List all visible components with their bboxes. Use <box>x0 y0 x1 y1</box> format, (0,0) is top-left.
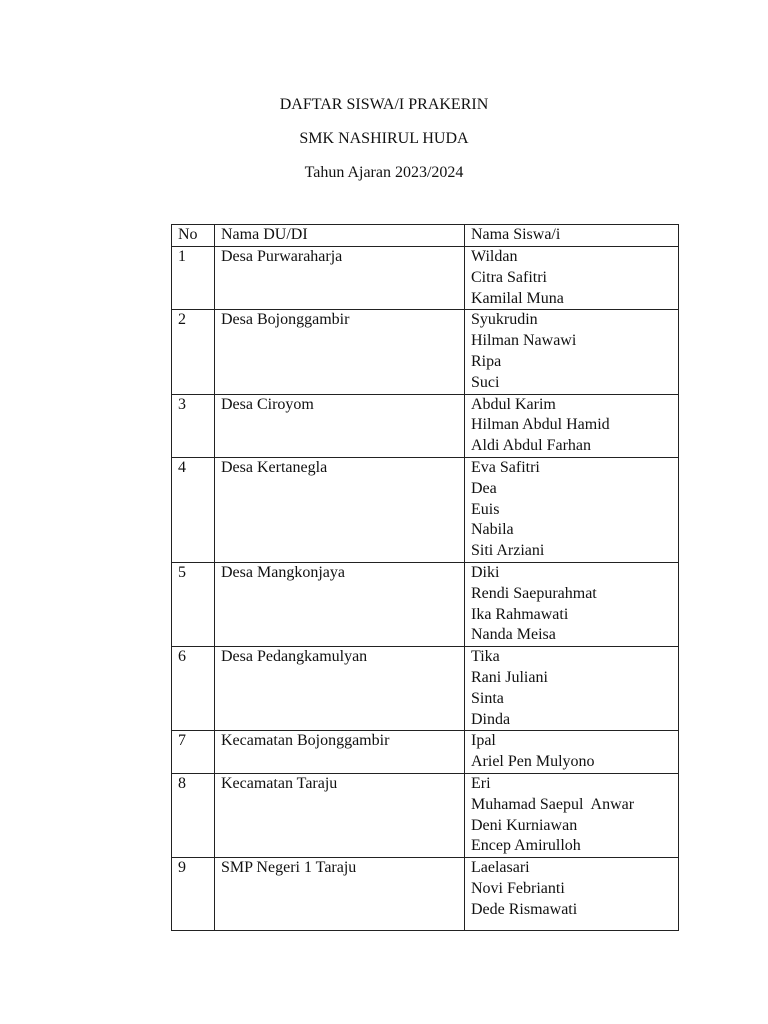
cell-siswa <box>465 731 679 774</box>
cell-dudi: Kecamatan Taraju <box>215 773 465 857</box>
column-header-siswa: Nama Siswa/i <box>465 225 679 247</box>
cell-siswa <box>465 562 679 646</box>
student-name: Laelasari <box>471 859 530 877</box>
column-header-no: No <box>172 225 215 247</box>
student-name: Muhamad Saepul Anwar <box>471 795 635 813</box>
student-name: Kamilal Muna <box>471 289 564 307</box>
cell-dudi: Desa Mangkonjaya <box>215 562 465 646</box>
student-name: Abdul Karim <box>471 395 556 413</box>
cell-no: 9 <box>172 858 215 930</box>
cell-no: 7 <box>172 731 215 774</box>
student-name: Rendi Saepurahmat <box>471 584 597 602</box>
student-name: Diki <box>471 563 500 581</box>
student-name: Syukrudin <box>471 311 538 329</box>
student-name: Eva Safitri <box>471 458 540 476</box>
cell-no: 1 <box>172 247 215 310</box>
student-name: Suci <box>471 373 500 391</box>
document-title <box>0 88 768 190</box>
table-row <box>172 247 679 310</box>
student-name: Eri <box>471 774 491 792</box>
cell-no: 8 <box>172 773 215 857</box>
cell-siswa <box>465 457 679 562</box>
cell-siswa <box>465 773 679 857</box>
student-name: Hilman Abdul Hamid <box>471 416 610 434</box>
cell-dudi: Kecamatan Bojonggambir <box>215 731 465 774</box>
cell-dudi: SMP Negeri 1 Taraju <box>215 858 465 930</box>
student-name: Novi Febrianti <box>471 879 565 897</box>
student-name: Ika Rahmawati <box>471 605 569 623</box>
student-name: Dede Rismawati <box>471 900 578 918</box>
student-name: Citra Safitri <box>471 268 547 286</box>
student-name: Ariel Pen Mulyono <box>471 753 595 771</box>
student-name: Aldi Abdul Farhan <box>471 437 591 455</box>
title-line-2: SMK NASHIRUL HUDA <box>299 130 469 147</box>
student-table <box>171 224 679 931</box>
student-name: Ripa <box>471 352 502 370</box>
table-row <box>172 647 679 731</box>
table-row <box>172 773 679 857</box>
student-name: Encep Amirulloh <box>471 837 581 855</box>
cell-siswa <box>465 858 679 930</box>
student-name: Wildan <box>471 248 518 265</box>
cell-dudi: Desa Bojonggambir <box>215 310 465 394</box>
cell-dudi: Desa Purwaraharja <box>215 247 465 310</box>
student-name: Siti Arziani <box>471 542 545 560</box>
student-name: Deni Kurniawan <box>471 816 578 834</box>
student-name: Rani Juliani <box>471 668 548 686</box>
table-row <box>172 562 679 646</box>
title-line-1: DAFTAR SISWA/I PRAKERIN <box>279 96 489 113</box>
cell-no: 4 <box>172 457 215 562</box>
student-name: Hilman Nawawi <box>471 332 577 350</box>
student-name: Dea <box>471 479 497 497</box>
cell-no: 6 <box>172 647 215 731</box>
cell-no: 3 <box>172 394 215 457</box>
cell-no: 5 <box>172 562 215 646</box>
title-line-3: Tahun Ajaran 2023/2024 <box>304 164 464 181</box>
table-row <box>172 731 679 774</box>
table-row <box>172 310 679 394</box>
table-row <box>172 457 679 562</box>
student-name: Dinda <box>471 710 511 728</box>
cell-no: 2 <box>172 310 215 394</box>
table-row <box>172 394 679 457</box>
cell-siswa <box>465 310 679 394</box>
student-name: Nanda Meisa <box>471 626 556 644</box>
table-header-row <box>172 225 679 247</box>
column-header-dudi: Nama DU/DI <box>215 225 465 247</box>
student-name: Euis <box>471 500 500 518</box>
cell-siswa <box>465 247 679 310</box>
cell-siswa <box>465 394 679 457</box>
student-name: Sinta <box>471 689 504 707</box>
cell-dudi: Desa Pedangkamulyan <box>215 647 465 731</box>
student-name: Tika <box>471 648 500 666</box>
cell-dudi: Desa Ciroyom <box>215 394 465 457</box>
table-body <box>172 247 679 931</box>
cell-dudi: Desa Kertanegla <box>215 457 465 562</box>
table-row <box>172 858 679 930</box>
cell-siswa <box>465 647 679 731</box>
student-name: Nabila <box>471 521 514 539</box>
student-name: Ipal <box>471 732 496 750</box>
